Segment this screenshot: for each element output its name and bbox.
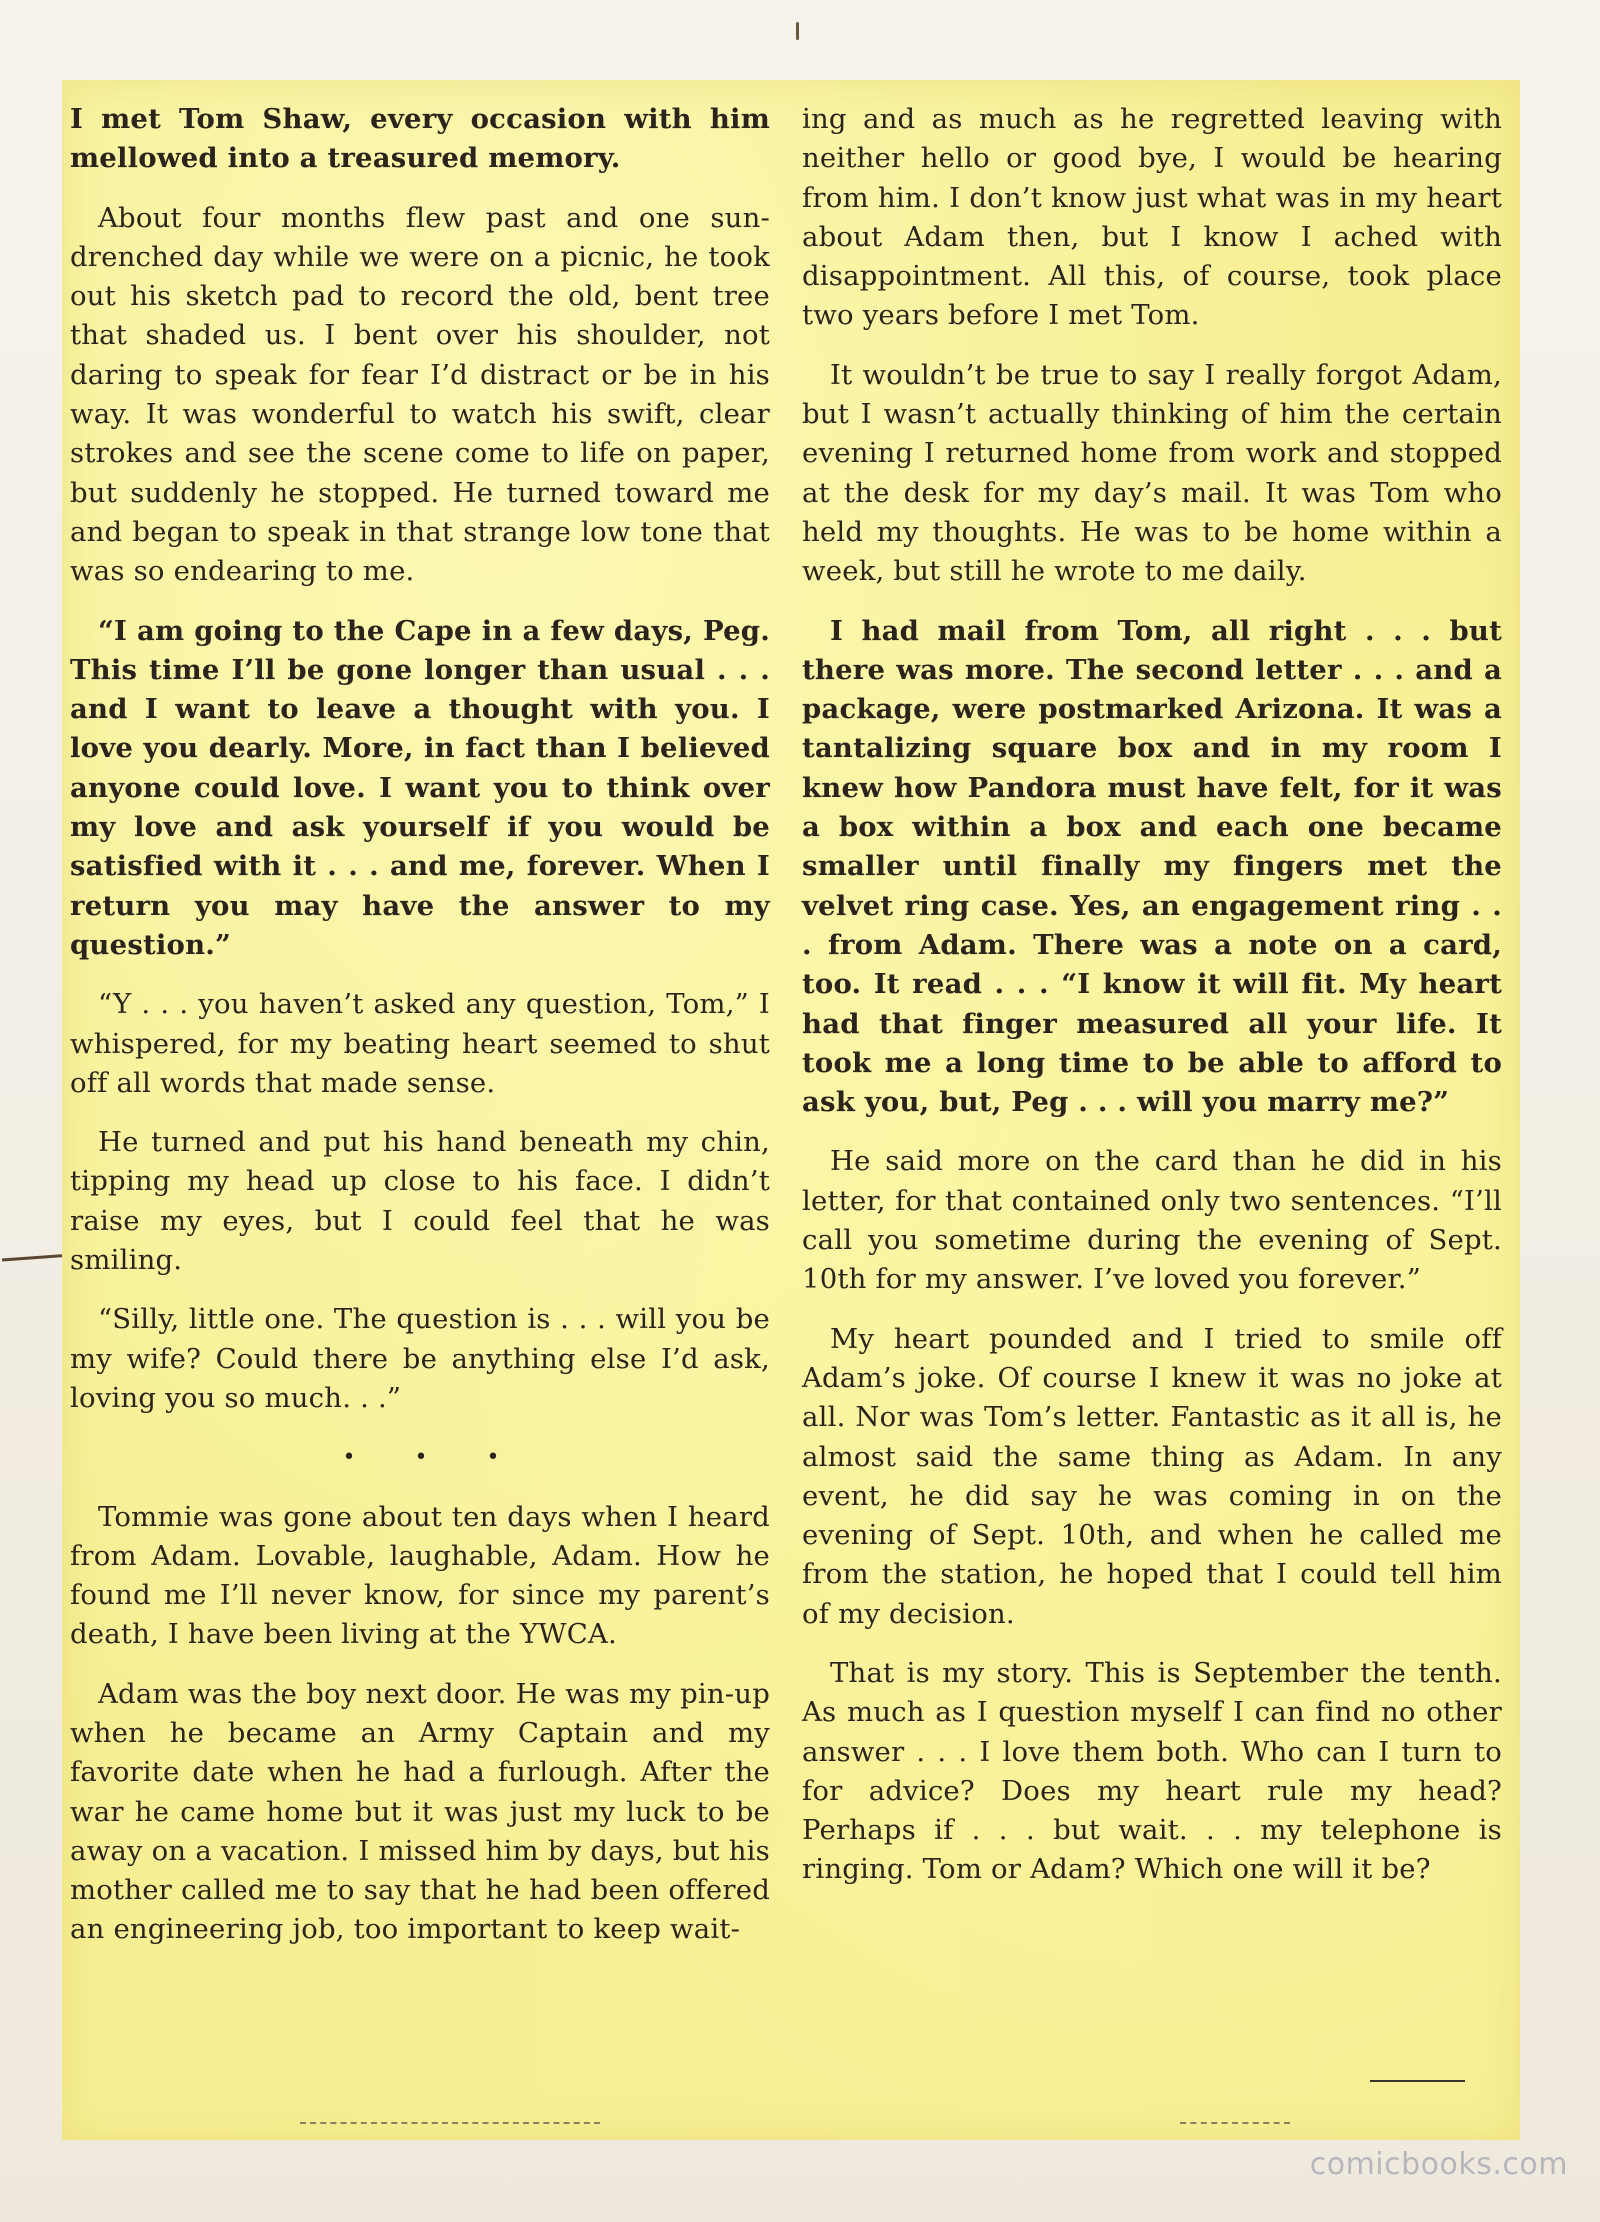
right-column [802,100,1502,1910]
watermark: comicbooks.com [1309,2147,1568,2182]
story-page [62,80,1520,2140]
paragraph: That is my story. This is September the tenth. As much as I question myself I can find no other answer . . . I love them both. Who can I turn to for advice? Does my heart rule my head? Perhaps if . . . but wait. . . my telephone is ringing. Tom or Adam? Which one will it be? [802,1656,1502,1886]
paragraph: Adam was the boy next door. He was my pin-up when he became an Army Captain and my favorite date when he had a furlough. After the war he came home but it was just my luck to be away on a vacation. I missed him by days, but his mother called me to say that he had been offered an engineering job, too important to keep wait- [70,1677,770,1946]
section-separator: • • • [342,1445,526,1471]
paragraph: My heart pounded and I tried to smile off Adam’s joke. Of course I knew it was no joke at all. Nor was Tom’s letter. Fantastic as it all is, he almost said the same thing as Adam. In any event, he did say he was coming in on the evening of Sept. 10th, and when he called me from the station, he hoped that I could tell him of my decision. [802,1322,1502,1630]
end-rule [1370,2080,1465,2082]
paragraph: “Y . . . you haven’t asked any question, Tom,” I whispered, for my beating heart seemed to shut off all words that made sense. [70,988,770,1099]
left-column [70,100,770,1970]
paragraph: ing and as much as he regretted leaving with neither hello or good bye, I would be hearing from him. I don’t know just what was in my heart about Adam then, but I know I ached with disappointment. All this, of course, took place two years before I met Tom. [802,103,1502,332]
paragraph: He turned and put his hand beneath my chin, tipping my head up close to his face. I didn’t raise my eyes, but I could feel that he was smiling. [70,1126,770,1277]
paragraph: About four months flew past and one sun-drenched day while we were on a picnic, he took out his sketch pad to record the old, bent tree that shaded us. I bent over his shoulder, not daring to speak for fear I’d distract or be in his way. It was wonderful to watch his swift, clear strokes and see the scene come to life on paper, but suddenly he stopped. He turned toward me and began to speak in that strange low tone that was so endearing to me. [70,201,770,588]
paragraph: “I am going to the Cape in a few days, Peg. This time I’ll be gone longer than usual . . . and I want to leave a thought with you. I love you dearly. More, in fact than I believed anyone could love. I want you to think over my love and ask yourself if you would be satisfied with it . . . and me, forever. When I return you may have the answer to my question.” [70,614,770,961]
paragraph: Tommie was gone about ten days when I heard from Adam. Lovable, laughable, Adam. How he found me I’ll never know, for since my parent’s death, I have been living at the YWCA. [70,1500,770,1651]
paragraph: I had mail from Tom, all right . . . but there was more. The second letter . . . and a package, were postmarked Arizona. It was a tantalizing square box and in my room I knew how Pandora must have felt, for it was a box within a box and each one became smaller until finally my fingers met the velvet ring case. Yes, an engagement ring . . . from Adam. There was a note on a card, too. It read . . . “I know it will fit. My heart had that finger measured all your life. It took me a long time to be able to afford to ask you, but, Peg . . . will you marry me?” [802,614,1502,1119]
paragraph: I met Tom Shaw, every occasion with him mellowed into a treasured memory. [70,103,770,175]
paragraph: It wouldn’t be true to say I really forgot Adam, but I wasn’t actually thinking of him the certain evening I returned home from work and stopped at the desk for my day’s mail. It was Tom who held my thoughts. He was to be home within a week, but still he wrote to me daily. [802,358,1502,588]
top-smudge [796,22,799,40]
bottom-dashed-rule-left [300,2122,600,2124]
paragraph: He said more on the card than he did in his letter, for that contained only two sentences. “I’ll call you sometime during the evening of Sept. 10th for my answer. I’ve loved you forever.” [802,1145,1502,1296]
bottom-dashed-rule-right [1180,2122,1290,2124]
paragraph: “Silly, little one. The question is . . . will you be my wife? Could there be anything else I’d ask, loving you so much. . .” [70,1303,770,1414]
